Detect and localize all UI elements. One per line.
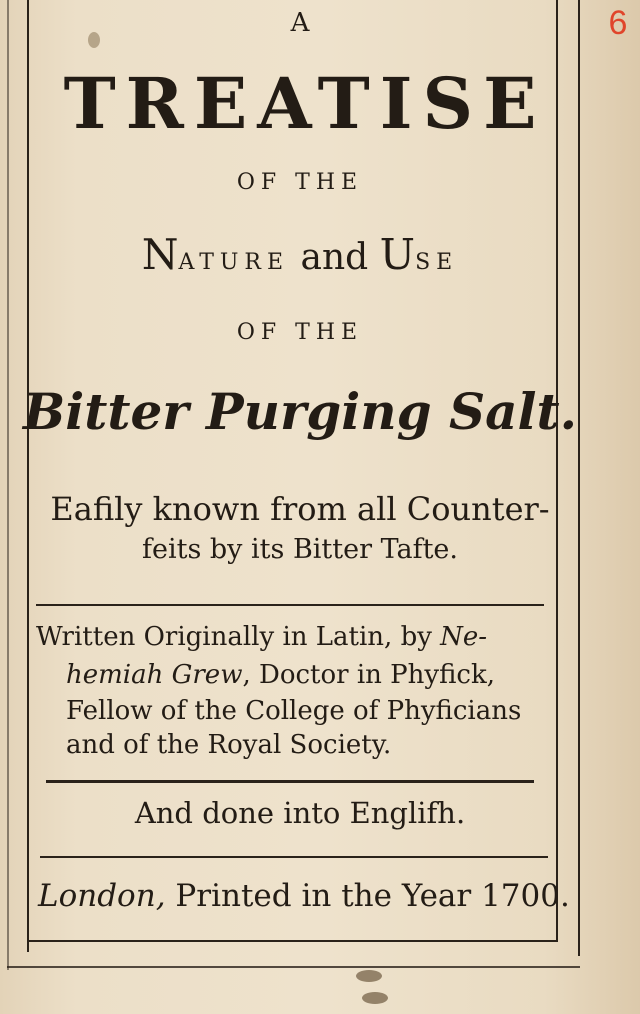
title-a: A	[290, 8, 310, 38]
page-number: 6	[608, 4, 628, 42]
imprint-place: London,	[38, 878, 166, 914]
subtitle-line-1: Eafily known from all Counter-	[50, 490, 550, 528]
divider-3	[40, 856, 548, 858]
bottom-outer-rule	[7, 966, 580, 968]
use-rest: SE	[415, 250, 459, 275]
imprint	[38, 878, 570, 914]
author-name-part-1: Ne-	[440, 622, 488, 652]
subtitle-line-2: feits by its Bitter Tafte.	[142, 534, 458, 565]
authorship-line-2	[36, 660, 556, 690]
ornament-mark-2	[362, 992, 388, 1004]
left-border-rule	[27, 0, 29, 952]
bottom-border-rule	[27, 940, 558, 942]
authorship-line-1	[36, 622, 556, 652]
title-salt: Bitter Purging Salt.	[23, 382, 577, 441]
title-of-the-1: OF THE	[236, 170, 364, 195]
nature-initial: N	[141, 230, 179, 279]
title-nature-and-use	[30, 230, 570, 279]
divider-2	[46, 780, 534, 783]
authorship-line-2-text: , Doctor in Phyfick,	[242, 660, 496, 690]
divider-1	[36, 604, 544, 606]
ornament-mark-1	[356, 970, 382, 982]
title-treatise: TREATISE	[63, 62, 547, 145]
authorship-line-3: Fellow of the College of Phyficians	[66, 696, 522, 726]
authorship-line-4: and of the Royal Society.	[66, 730, 392, 760]
authorship-line-1-text: Written Originally in Latin, by	[36, 622, 441, 652]
imprint-text: Printed in the Year 1700.	[165, 878, 570, 914]
author-name-part-2: hemiah Grew	[66, 660, 243, 690]
right-outer-rule	[578, 0, 580, 956]
nature-rest: ATURE	[178, 250, 290, 275]
use-initial: U	[379, 230, 416, 279]
left-outer-rule	[7, 0, 9, 970]
nature-and: and	[289, 237, 380, 278]
title-of-the-2: OF THE	[236, 320, 364, 345]
translation-note: And done into Englifh.	[134, 796, 466, 830]
